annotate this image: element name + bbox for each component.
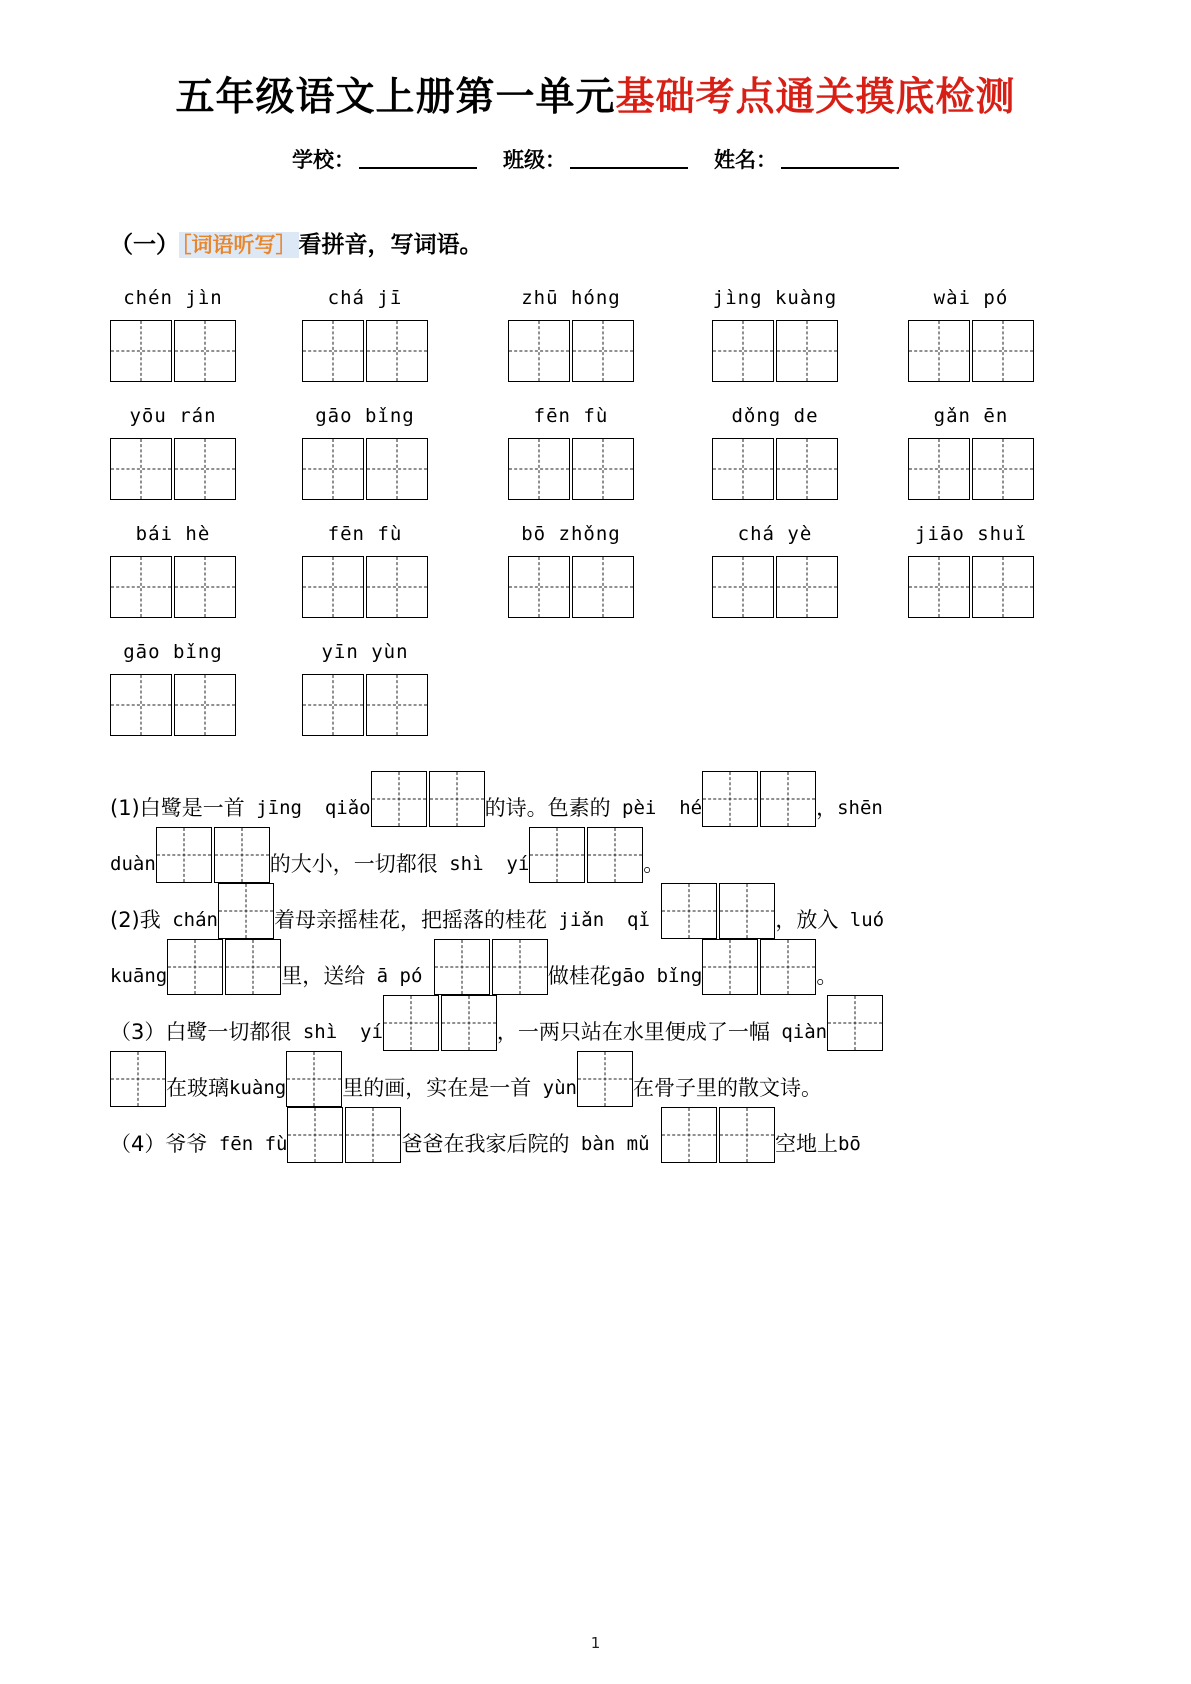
pinyin-word-item [712,285,838,382]
character-grid-cell[interactable] [577,1051,633,1107]
sentence-text: 。 [643,852,665,876]
character-grid-cell[interactable] [719,883,775,939]
character-grid-cell[interactable] [429,771,485,827]
character-grid-cell[interactable] [174,556,236,618]
character-grid-cell[interactable] [174,674,236,736]
character-grid-boxes [712,556,838,618]
character-grid-cell[interactable] [587,827,643,883]
character-grid-cell[interactable] [167,939,223,995]
character-grid-cell[interactable] [110,674,172,736]
pinyin-label: jiāo shuǐ [915,523,1027,545]
section-one-tag: ［词语听写］ [181,233,297,257]
character-grid-cell[interactable] [661,1107,717,1163]
pinyin-word-item [110,521,236,618]
page-number: 1 [590,1634,601,1652]
character-grid-boxes [302,438,428,500]
character-grid-cell[interactable] [776,320,838,382]
pinyin-word-item [302,403,428,500]
sentence-pinyin: gāo bǐng [610,965,703,987]
character-grid-boxes [110,674,236,736]
sentence-pinyin: qiàn [769,1021,828,1043]
sentence-line [110,995,1095,1051]
character-grid-cell[interactable] [287,1107,343,1163]
character-grid-cell[interactable] [174,320,236,382]
inline-character-grid [110,1051,166,1107]
character-grid-boxes [508,320,634,382]
character-grid-cell[interactable] [908,438,970,500]
sentence-line [110,939,1095,995]
character-grid-cell[interactable] [214,827,270,883]
character-grid-cell[interactable] [302,438,364,500]
sentence-pinyin: bō [837,1133,861,1155]
character-grid-cell[interactable] [908,556,970,618]
character-grid-cell[interactable] [302,674,364,736]
character-grid-cell[interactable] [492,939,548,995]
sentence-text: 的诗。色素的 [484,796,611,820]
inline-character-grid [218,883,274,939]
pinyin-label: zhū hóng [521,287,621,309]
pinyin-label: yīn yùn [321,641,409,663]
pinyin-label: gāo bǐng [123,641,223,663]
character-grid-cell[interactable] [441,995,497,1051]
character-grid-cell[interactable] [302,320,364,382]
character-grid-cell[interactable] [908,320,970,382]
sentence-text: 爸爸在我家后院的 [401,1132,570,1156]
character-grid-cell[interactable] [110,556,172,618]
section-one-number: （一） [110,232,179,258]
character-grid-cell[interactable] [366,674,428,736]
pinyin-word-item [110,403,236,500]
character-grid-cell[interactable] [110,438,172,500]
sentence-pinyin: ā pó [365,965,434,987]
character-grid-cell[interactable] [302,556,364,618]
character-grid-boxes [110,556,236,618]
inline-character-grid [577,1051,633,1107]
inline-character-grid [156,827,270,883]
pinyin-label: gāo bǐng [315,405,415,427]
sentence-pinyin: kuàng [229,1077,287,1099]
inline-character-grid [383,995,497,1051]
sentence-line [110,1107,1095,1163]
character-grid-cell[interactable] [972,438,1034,500]
pinyin-word-row [0,521,1191,639]
character-grid-cell[interactable] [776,556,838,618]
character-grid-cell[interactable] [972,556,1034,618]
character-grid-boxes [302,556,428,618]
sentence-pinyin: chán [160,909,218,931]
character-grid-cell[interactable] [366,438,428,500]
character-grid-cell[interactable] [572,320,634,382]
character-grid-cell[interactable] [760,771,816,827]
pinyin-word-item [302,521,428,618]
sentence-line [110,1051,1095,1107]
sentence-pinyin: kuāng [110,965,168,987]
character-grid-cell[interactable] [345,1107,401,1163]
title-black-part: 五年级语文上册第一单元 [175,75,616,120]
pinyin-writing-grid [0,285,1191,757]
class-label: 班级： [503,148,566,172]
sentence-line [110,883,1095,939]
sentence-text: ，放入 [775,908,839,932]
character-grid-boxes [908,438,1034,500]
inline-character-grid [827,995,883,1051]
sentence-line [110,827,1095,883]
inline-character-grid [529,827,643,883]
pinyin-label: bái hè [135,523,211,545]
character-grid-cell[interactable] [572,438,634,500]
pinyin-label: chá jī [327,287,403,309]
character-grid-boxes [110,320,236,382]
pinyin-label: gǎn ēn [933,405,1009,427]
section-one-instruction: 看拼音，写词语。 [298,232,483,258]
character-grid-cell[interactable] [225,939,281,995]
section-one-heading [110,226,1191,259]
character-grid-cell[interactable] [174,438,236,500]
character-grid-cell[interactable] [760,939,816,995]
character-grid-cell[interactable] [702,939,758,995]
inline-character-grid [167,939,281,995]
class-input-blank[interactable] [570,148,688,169]
sentence-pinyin: shēn [837,797,883,819]
sentence-pinyin: jīng qiǎo [244,797,371,819]
character-grid-cell[interactable] [286,1051,342,1107]
pinyin-label: fēn fù [327,523,403,545]
sentence-text: ， [816,796,838,820]
sentence-text: 在骨子里的散文诗。 [632,1076,822,1100]
sentence-pinyin: fēn fù [207,1133,288,1155]
character-grid-cell[interactable] [371,771,427,827]
sentence-text: (1)白鹭是一首 [110,796,245,820]
sentence-text: 空地上 [774,1132,838,1156]
sentence-text: （4）爷爷 [110,1132,208,1156]
character-grid-cell[interactable] [827,995,883,1051]
pinyin-word-item [908,285,1034,382]
sentence-text: （3）白鹭一切都很 [110,1020,292,1044]
pinyin-word-item [110,285,236,382]
pinyin-label: wài pó [933,287,1009,309]
character-grid-boxes [712,438,838,500]
page-title [0,0,1191,122]
character-grid-cell[interactable] [529,827,585,883]
pinyin-word-item [508,285,634,382]
character-grid-boxes [712,320,838,382]
character-grid-cell[interactable] [156,827,212,883]
sentence-pinyin: bàn mǔ [569,1133,661,1155]
pinyin-word-item [508,403,634,500]
pinyin-label: jìng kuàng [712,287,838,309]
pinyin-word-item [908,521,1034,618]
sentence-text: 着母亲摇桂花，把摇落的桂花 [273,908,547,932]
pinyin-label: fēn fù [533,405,609,427]
character-grid-boxes [908,556,1034,618]
inline-character-grid [661,1107,775,1163]
character-grid-cell[interactable] [712,320,774,382]
sentence-text: 在玻璃 [166,1076,229,1100]
sentence-pinyin: duàn [110,853,156,875]
sentence-text: 里，送给 [281,964,366,988]
sentence-text: 的大小，一切都很 [269,852,438,876]
inline-character-grid [286,1051,342,1107]
sentence-text: 里的画，实在是一首 [342,1076,532,1100]
character-grid-cell[interactable] [702,771,758,827]
pinyin-word-item [908,403,1034,500]
pinyin-word-item [508,521,634,618]
pinyin-word-item [110,639,236,736]
pinyin-word-item [302,639,428,736]
sentence-pinyin: jiǎn qǐ [546,909,662,931]
sentence-pinyin: shì yí [291,1021,383,1043]
pinyin-label: dǒng de [731,405,819,427]
pinyin-word-item [712,521,838,618]
pinyin-word-item [302,285,428,382]
character-grid-cell[interactable] [776,438,838,500]
character-grid-boxes [110,438,236,500]
name-label: 姓名： [714,148,777,172]
inline-character-grid [702,771,816,827]
inline-character-grid [661,883,775,939]
character-grid-boxes [508,556,634,618]
pinyin-label: bō zhǒng [521,523,621,545]
character-grid-cell[interactable] [719,1107,775,1163]
sentence-text: ，一两只站在水里便成了一幅 [496,1020,770,1044]
character-grid-boxes [908,320,1034,382]
sentence-text: 。 [816,964,838,988]
school-label: 学校： [292,148,355,172]
sentence-pinyin: yùn [531,1077,577,1099]
character-grid-boxes [302,674,428,736]
pinyin-word-row [0,639,1191,757]
fill-in-blank-sentences [0,771,1191,1163]
sentence-pinyin: luó [838,909,885,931]
character-grid-boxes [302,320,428,382]
character-grid-cell[interactable] [572,556,634,618]
character-grid-cell[interactable] [712,556,774,618]
school-input-blank[interactable] [359,148,477,169]
character-grid-cell[interactable] [366,556,428,618]
inline-character-grid [434,939,548,995]
sentence-text: (2)我 [110,908,161,932]
sentence-pinyin: shì yí [437,853,530,875]
sentence-text: 做桂花 [547,964,611,988]
sentence-pinyin: pèi hé [610,797,703,819]
sentence-line [110,771,1095,827]
character-grid-cell[interactable] [508,556,570,618]
inline-character-grid [702,939,816,995]
character-grid-cell[interactable] [972,320,1034,382]
character-grid-cell[interactable] [434,939,490,995]
pinyin-word-item [712,403,838,500]
character-grid-cell[interactable] [218,883,274,939]
pinyin-label: yōu rán [129,405,217,427]
student-info-line [0,144,1191,174]
title-red-part: 基础考点通关摸底检测 [615,75,1016,120]
pinyin-label: chá yè [737,523,813,545]
character-grid-cell[interactable] [508,438,570,500]
character-grid-cell[interactable] [661,883,717,939]
character-grid-cell[interactable] [110,1051,166,1107]
name-input-blank[interactable] [781,148,899,169]
inline-character-grid [371,771,485,827]
character-grid-cell[interactable] [383,995,439,1051]
inline-character-grid [287,1107,401,1163]
pinyin-word-row [0,403,1191,521]
character-grid-boxes [508,438,634,500]
pinyin-label: chén jìn [123,287,223,309]
character-grid-cell[interactable] [110,320,172,382]
character-grid-cell[interactable] [712,438,774,500]
character-grid-cell[interactable] [508,320,570,382]
pinyin-word-row [0,285,1191,403]
character-grid-cell[interactable] [366,320,428,382]
